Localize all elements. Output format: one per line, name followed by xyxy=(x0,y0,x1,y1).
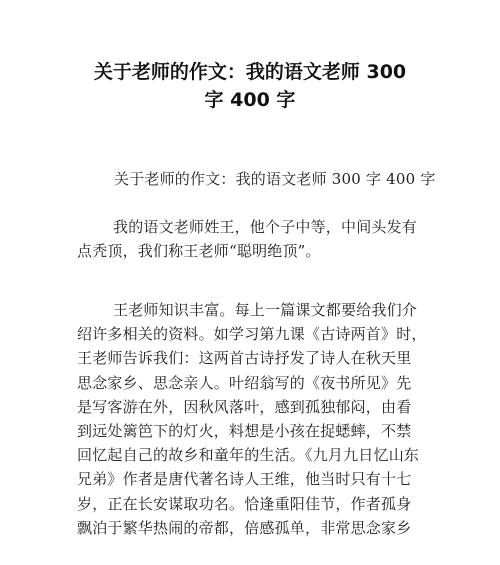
paragraph-2-line-10: 飘泊于繁华热闹的帝都，倍感孤单，非常思念家乡 xyxy=(77,518,412,537)
paragraph-2-line-2: 绍许多相关的资料。如学习第九课《古诗两首》时， xyxy=(77,325,427,344)
paragraph-2-line-9: 岁，正在长安谋取功名。恰逢重阳佳节，作者孤身 xyxy=(77,494,412,513)
paragraph-1-line-2: 点秃顶，我们称王老师“聪明绝顶”。 xyxy=(77,242,321,261)
heading-line: 关于老师的作文：我的语文老师 300 字 400 字 xyxy=(114,170,436,188)
paragraph-1-line-1: 我的语文老师姓王，他个子中等，中间头发有 xyxy=(113,218,418,236)
paragraph-2-line-3: 王老师告诉我们：这两首古诗抒发了诗人在秋天里 xyxy=(77,349,412,368)
title-line-2: 字 400 字 xyxy=(204,89,296,111)
document-title xyxy=(70,58,430,114)
paragraph-2-line-6: 到远处篱笆下的灯火，料想是小孩在捉蟋蟀，不禁 xyxy=(77,422,412,441)
paragraph-2-line-4: 思念家乡、思念亲人。叶绍翁写的《夜书所见》先 xyxy=(77,373,412,392)
paragraph-2-line-1: 王老师知识丰富。每上一篇课文都要给我们介 xyxy=(113,301,418,319)
heading-paragraph xyxy=(77,167,436,191)
paragraph-2-line-5: 是写客游在外，因秋风落叶，感到孤独郁闷，由看 xyxy=(77,397,412,416)
paragraph-2 xyxy=(77,298,427,540)
paragraph-2-line-7: 回忆起自己的故乡和童年的生活。《九月九日忆山东 xyxy=(77,446,420,465)
paragraph-2-line-8: 兄弟》作者是唐代著名诗人王维，他当时只有十七 xyxy=(77,470,412,489)
paragraph-1 xyxy=(77,215,427,263)
title-line-1: 关于老师的作文：我的语文老师 300 xyxy=(93,61,407,83)
